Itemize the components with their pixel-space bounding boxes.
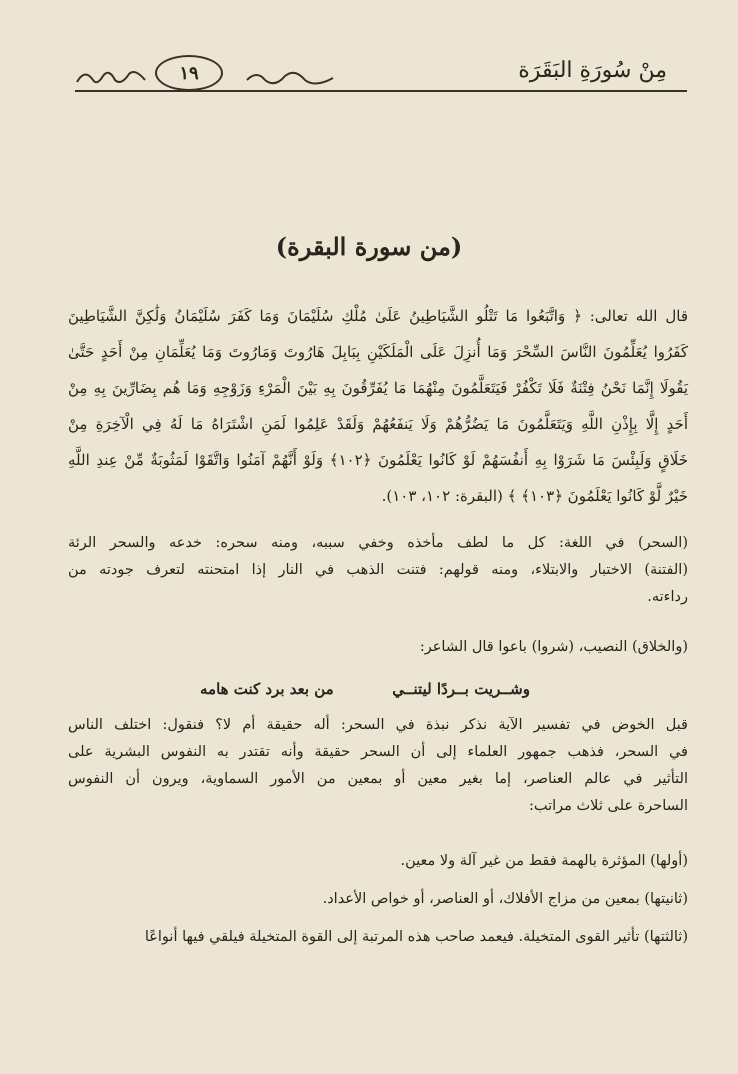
verse-line: خَلَاقٍ وَلَبِئْسَ مَا شَرَوْا بِهِ أَنفُسَهُمْ لَوْ كَانُوا يَعْلَمُونَ ﴿١٠٢﴾ وَلَوْ أَنَّهُمْ آمَنُوا وَاتَّقَوْا لَمَثُوبَةٌ مِّنْ عِندِ اللَّهِ — [68, 451, 688, 469]
middle-ornament — [245, 66, 335, 86]
paragraph-line: (السحر) في اللغة: كل ما لطف مأخذه وخفي سببه، ومنه سحره: خدعه والسحر الرئة — [68, 535, 688, 551]
page-number: ١٩ — [155, 55, 223, 91]
list-item-text: (أولها) المؤثرة بالهمة فقط من غير آلة ولا معين. — [400, 853, 688, 869]
left-ornament — [75, 66, 147, 86]
paragraph-poet — [68, 634, 688, 661]
verse-line: يَقُولَا إِنَّمَا نَحْنُ فِتْنَةٌ فَلَا تَكْفُرْ فَيَتَعَلَّمُونَ مِنْهُمَا مَا يُفَرِّقُونَ بِهِ بَيْنَ الْمَرْءِ وَزَوْجِهِ وَمَا هُم بِضَارِّينَ بِهِ مِنْ — [68, 379, 688, 397]
verse-line: خَيْرٌ لَّوْ كَانُوا يَعْلَمُونَ ﴿١٠٣﴾ ﴾ (البقرة: ١٠٢، ١٠٣). — [381, 487, 688, 505]
running-header — [75, 52, 687, 102]
header-title: مِنْ سُورَةِ البَقَرَة — [518, 58, 667, 83]
poem-hemistich-second: من بعد برد كنت هامه — [200, 680, 334, 698]
list-item-first — [68, 848, 688, 875]
list-item-text: (ثانيتها) بمعين من مزاج الأفلاك، أو العناصر، أو خواص الأعداد. — [322, 891, 688, 907]
verse-line: قال الله تعالى: ﴿ وَاتَّبَعُوا مَا تَتْلُو الشَّيَاطِينُ عَلَىٰ مُلْكِ سُلَيْمَانَ وَمَا كَفَرَ سُلَيْمَانُ وَلَٰكِنَّ الشَّيَاطِينَ — [68, 307, 688, 325]
poem-verse — [200, 680, 530, 704]
paragraph-line: (الفتنة) الاختبار والابتلاء، ومنه قولهم: فتنت الذهب في النار إذا امتحنته لتعرف جودته من — [68, 562, 688, 578]
list-item-text: (ثالثتها) تأثير القوى المتخيلة. فيعمد صاحب هذه المرتبة إلى القوة المتخيلة فيلقي فيها أنواعًا — [144, 929, 688, 945]
poem-hemistich-first: وشــريت بــردًا ليتنــي — [392, 680, 530, 698]
paragraph-line: قبل الخوض في تفسير الآية نذكر نبذة في السحر: أله حقيقة أم لا؟ فنقول: اختلف الناس — [68, 717, 688, 733]
paragraph-line: رداءته. — [647, 589, 688, 605]
list-item-third — [68, 924, 688, 951]
quran-verse-block — [68, 298, 688, 514]
paragraph-line: (والخلاق) النصيب، (شروا) باعوا قال الشاعر: — [419, 639, 688, 655]
paragraph-vocabulary — [68, 530, 688, 611]
verse-line: كَفَرُوا يُعَلِّمُونَ النَّاسَ السِّحْرَ وَمَا أُنزِلَ عَلَى الْمَلَكَيْنِ بِبَابِلَ هَارُوتَ وَمَارُوتَ وَمَا يُعَلِّمَانِ مِنْ أَحَدٍ حَتَّىٰ — [68, 343, 688, 361]
paragraph-line: الساحرة على ثلاث مراتب: — [528, 798, 688, 814]
paragraph-line: التأثير في عالم العناصر، إما بغير معين أو بمعين من الأمور السماوية، ويرون أن النفوس — [68, 771, 688, 787]
paragraph-line: في السحر، فذهب جمهور العلماء إلى أن السحر حقيقة وأنه تقتدر به النفوس البشرية على — [68, 744, 688, 760]
header-rule — [75, 90, 687, 92]
chapter-title: (من سورة البقرة) — [275, 232, 463, 261]
verse-line: أَحَدٍ إِلَّا بِإِذْنِ اللَّهِ وَيَتَعَلَّمُونَ مَا يَضُرُّهُمْ وَلَا يَنفَعُهُمْ وَلَقَدْ عَلِمُوا لَمَنِ اشْتَرَاهُ مَا لَهُ فِي الْآخِرَةِ مِنْ — [68, 415, 688, 433]
list-item-second — [68, 886, 688, 913]
paragraph-sorcery — [68, 712, 688, 820]
